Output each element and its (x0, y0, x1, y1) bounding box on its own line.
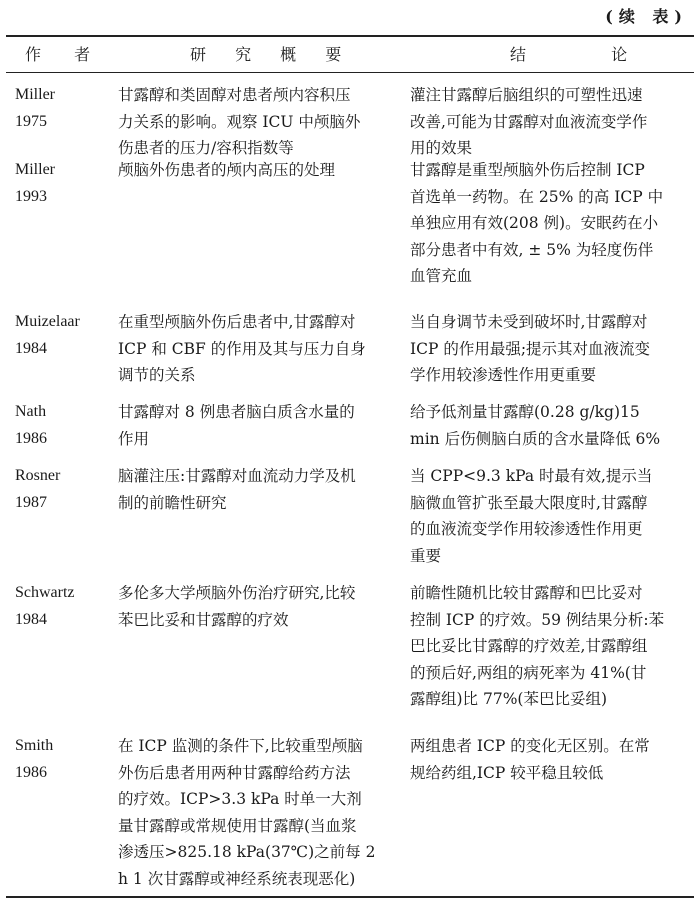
summary-cell-line: 调节的关系 (118, 366, 196, 385)
summary-cell-line: 量甘露醇或常规使用甘露醇(当血浆 (118, 816, 357, 835)
conclusion-cell-line: 灌注甘露醇后脑组织的可塑性迅速 (410, 86, 643, 104)
summary-cell (118, 463, 356, 516)
conclusion-cell-line: 甘露醇是重型颅脑外伤后控制 ICP (410, 161, 645, 179)
conclusion-cell-line: 当 CPP<9.3 kPa 时最有效,提示当 (410, 467, 653, 485)
conclusion-cell-line: 单独应用有效(208 例)。安眠药在小 (410, 214, 659, 233)
summary-cell-line: ICP 和 CBF 的作用及其与压力自身 (118, 339, 366, 358)
conclusion-cell-line: 脑微血管扩张至最大限度时,甘露醇 (410, 493, 648, 512)
conclusion-cell (410, 82, 647, 162)
conclusion-cell-line: 控制 ICP 的疗效。59 例结果分析:苯 (410, 610, 665, 629)
conclusion-cell (410, 309, 650, 389)
header-conclusion: 结 论 (510, 45, 668, 64)
table-bottom-rule (6, 896, 694, 898)
conclusion-cell-line: 用的效果 (410, 139, 473, 158)
conclusion-cell-line: 露醇组)比 77%(苯巴比妥组) (410, 690, 608, 709)
author-cell-line: 1984 (15, 339, 47, 357)
summary-cell-line: 的疗效。ICP>3.3 kPa 时单一大剂 (118, 790, 362, 809)
summary-cell-line: 外伤后患者用两种甘露醇给药方法 (118, 763, 351, 782)
conclusion-cell-line: 血管充血 (410, 267, 473, 286)
summary-cell-line: 伤患者的压力/容积指数等 (118, 139, 294, 158)
author-cell-line: Miller (15, 86, 55, 103)
conclusion-cell-line: ICP 的作用最强;提示其对血液流变 (410, 339, 651, 358)
header-bottom-rule (6, 72, 694, 73)
conclusion-cell-line: 重要 (410, 546, 442, 565)
summary-cell-line: h 1 次甘露醇或神经系统表现恶化) (118, 869, 356, 888)
author-cell-line: Muizelaar (15, 313, 80, 330)
conclusion-cell (410, 157, 663, 290)
author-cell (15, 157, 55, 210)
summary-cell (118, 157, 335, 184)
conclusion-cell-line: 规给药组,ICP 较平稳且较低 (410, 763, 604, 782)
author-cell (15, 309, 80, 362)
author-cell-line: 1986 (15, 429, 47, 447)
summary-cell-line: 在重型颅脑外伤后患者中,甘露醇对 (118, 313, 356, 331)
summary-cell-line: 甘露醇对 8 例患者脑白质含水量的 (118, 403, 355, 421)
summary-cell (118, 580, 355, 633)
author-cell-line: 1975 (15, 112, 47, 130)
author-cell-line: Schwartz (15, 584, 75, 601)
author-cell-line: 1986 (15, 763, 47, 781)
author-cell (15, 82, 55, 135)
conclusion-cell (410, 399, 660, 452)
author-cell (15, 733, 53, 786)
continued-table-label: (续 表) (605, 7, 688, 26)
author-cell-line: 1993 (15, 187, 47, 205)
conclusion-cell-line: 学作用较渗透性作用更重要 (410, 366, 597, 385)
conclusion-cell (410, 733, 650, 786)
author-cell-line: Smith (15, 737, 54, 754)
summary-cell (118, 733, 375, 893)
author-cell (15, 399, 47, 452)
author-cell-line: Miller (15, 161, 55, 178)
summary-cell-line: 制的前瞻性研究 (118, 493, 227, 512)
summary-cell-line: 多伦多大学颅脑外伤治疗研究,比较 (118, 584, 356, 602)
conclusion-cell-line: min 后伤侧脑白质的含水量降低 6% (410, 429, 661, 448)
summary-cell (118, 309, 366, 389)
conclusion-cell-line: 的血液流变学作用较渗透性作用更 (410, 520, 643, 539)
summary-cell-line: 脑灌注压:甘露醇对血流动力学及机 (118, 467, 356, 485)
conclusion-cell (410, 463, 652, 569)
summary-cell (118, 399, 355, 452)
summary-cell-line: 颅脑外伤患者的颅内高压的处理 (118, 161, 336, 179)
conclusion-cell-line: 的预后好,两组的病死率为 41%(甘 (410, 663, 647, 682)
conclusion-cell-line: 首选单一药物。在 25% 的高 ICP 中 (410, 187, 664, 206)
conclusion-cell-line: 当自身调节未受到破坏时,甘露醇对 (410, 313, 648, 331)
author-cell-line: 1984 (15, 610, 47, 628)
conclusion-cell-line: 巴比妥比甘露醇的疗效差,甘露醇组 (410, 637, 648, 656)
summary-cell-line: 苯巴比妥和甘露醇的疗效 (118, 610, 289, 629)
conclusion-cell-line: 前瞻性随机比较甘露醇和巴比妥对 (410, 584, 643, 602)
summary-cell-line: 作用 (118, 429, 150, 448)
header-summary: 研 究 概 要 (190, 45, 354, 64)
author-cell (15, 580, 75, 633)
summary-cell-line: 在 ICP 监测的条件下,比较重型颅脑 (118, 737, 363, 755)
summary-cell-line: 甘露醇和类固醇对患者颅内容积压 (118, 86, 351, 104)
conclusion-cell (410, 580, 664, 713)
summary-cell-line: 渗透压>825.18 kPa(37℃)之前每 2 (118, 843, 376, 862)
header-author: 作 者 (25, 45, 105, 64)
author-cell-line: Nath (15, 403, 47, 420)
conclusion-cell-line: 两组患者 ICP 的变化无区别。在常 (410, 737, 650, 755)
author-cell-line: 1987 (15, 493, 47, 511)
conclusion-cell-line: 改善,可能为甘露醇对血液流变学作 (410, 112, 648, 131)
author-cell-line: Rosner (15, 467, 61, 484)
conclusion-cell-line: 给予低剂量甘露醇(0.28 g/kg)15 (410, 403, 640, 421)
table-top-rule (6, 35, 694, 37)
author-cell (15, 463, 60, 516)
summary-cell (118, 82, 360, 162)
conclusion-cell-line: 部分患者中有效, ± 5% 为轻度伤伴 (410, 240, 654, 259)
summary-cell-line: 力关系的影响。观察 ICU 中颅脑外 (118, 112, 361, 131)
